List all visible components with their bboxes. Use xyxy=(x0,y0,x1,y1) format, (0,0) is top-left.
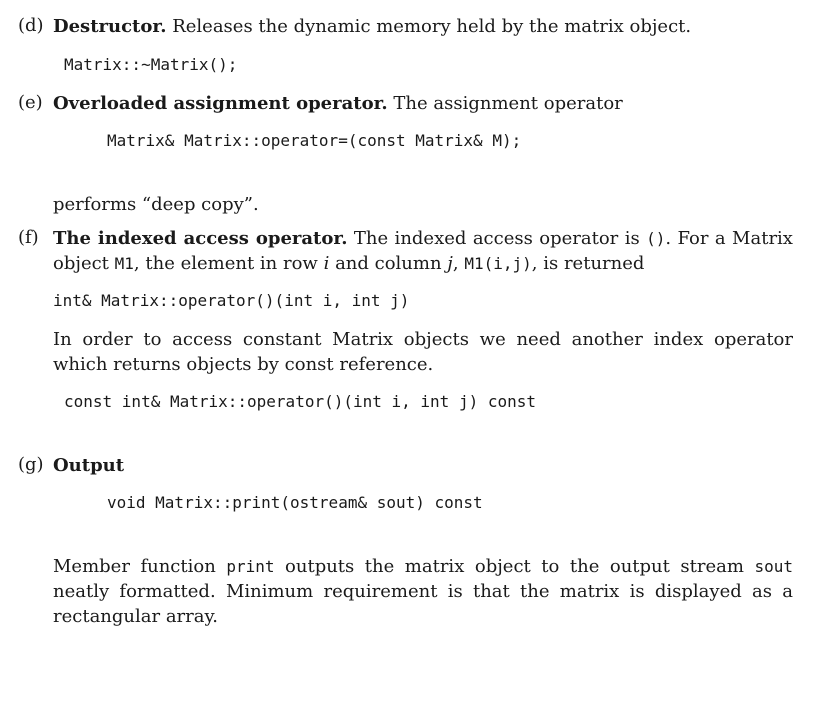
item-f-text-5: , xyxy=(452,253,459,274)
item-label-g: (g) xyxy=(18,454,44,475)
math-var-j: j xyxy=(447,253,453,274)
item-f-paragraph xyxy=(53,226,793,276)
item-e-heading: Overloaded assignment operator. xyxy=(53,93,388,114)
inline-code-call: M1(i,j) xyxy=(464,254,532,273)
item-label-d: (d) xyxy=(18,15,44,36)
item-f-text-3: , the element in row xyxy=(133,253,318,274)
item-d-text: Releases the dynamic memory held by the matrix object. xyxy=(172,16,692,37)
item-label-f: (f) xyxy=(18,227,39,248)
item-f-text-2: . For a Matrix object xyxy=(53,228,793,274)
inline-code-print: print xyxy=(226,557,275,576)
item-f-text-4: and column xyxy=(335,253,442,274)
inline-code-sout: sout xyxy=(754,557,793,576)
inline-code-m1: M1 xyxy=(114,254,134,273)
item-f-heading: The indexed access operator. xyxy=(53,228,348,249)
item-d-paragraph xyxy=(53,14,793,39)
assignment-code: Matrix& Matrix::operator=(const Matrix& M); xyxy=(107,131,522,150)
item-f-text-1: The indexed access operator is xyxy=(353,228,640,249)
math-var-i: i xyxy=(323,253,330,274)
item-g-heading: Output xyxy=(53,455,125,476)
item-e-after-text: performs “deep copy”. xyxy=(53,194,259,215)
item-g-text-2: outputs the matrix object to the output stream xyxy=(285,556,744,577)
item-g-text-3: neatly formatted. Minimum requirement is that the matrix is displayed as a rectangular array. xyxy=(53,581,793,627)
item-g-description xyxy=(53,554,793,629)
inline-code-op: () xyxy=(646,229,666,248)
item-e-text: The assignment operator xyxy=(393,93,623,114)
index-operator-code: int& Matrix::operator()(int i, int j) xyxy=(53,291,410,310)
const-index-operator-code: const int& Matrix::operator()(int i, int j) const xyxy=(64,392,537,411)
print-code: void Matrix::print(ostream& sout) const xyxy=(107,493,483,512)
item-g-text-1: Member function xyxy=(53,556,216,577)
item-f-paragraph-2: In order to access constant Matrix objects we need another index operator which returns objects by const reference. xyxy=(53,329,793,375)
item-f-text-6: , is returned xyxy=(531,253,645,274)
destructor-code: Matrix::~Matrix(); xyxy=(64,55,238,74)
item-g-paragraph xyxy=(53,453,793,478)
item-d-heading: Destructor. xyxy=(53,16,167,37)
item-e-paragraph xyxy=(53,91,793,116)
item-label-e: (e) xyxy=(18,92,43,113)
